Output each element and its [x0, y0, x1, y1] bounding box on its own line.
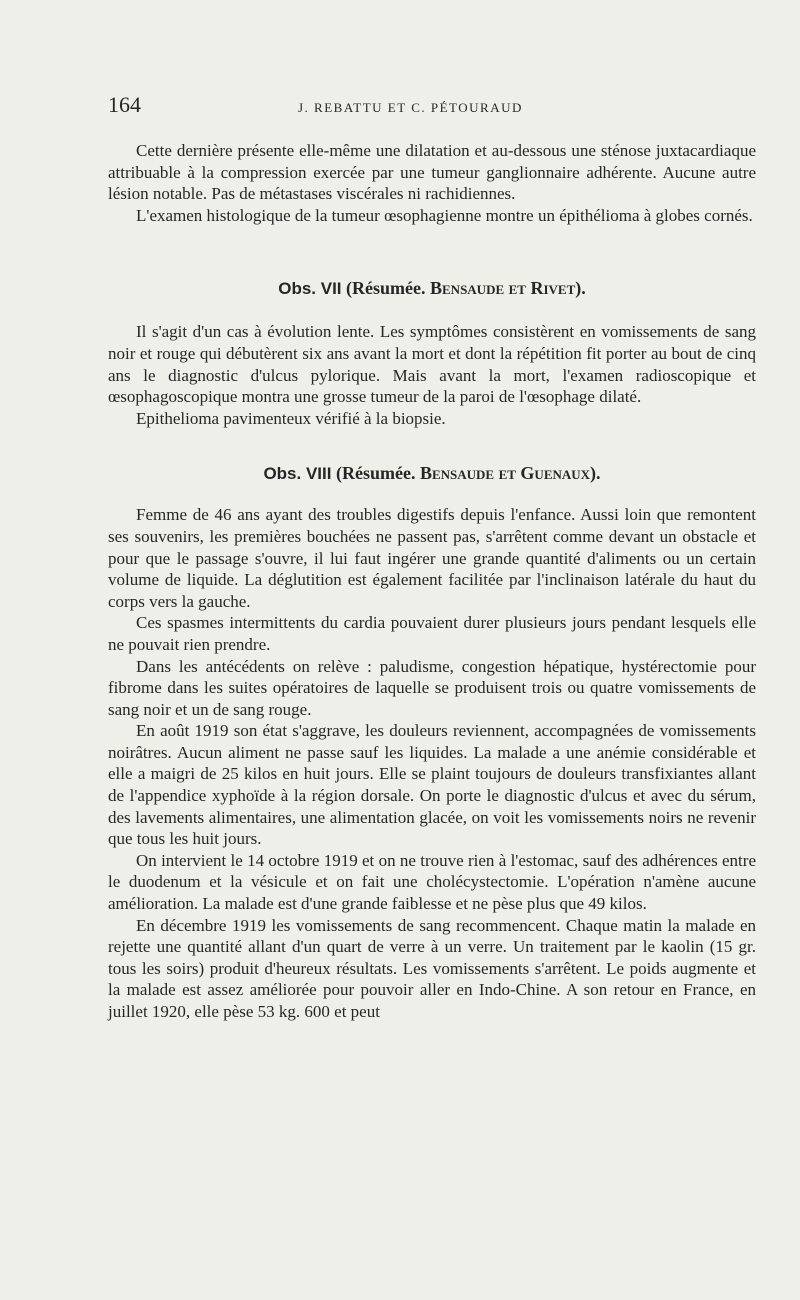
obs8-paragraph: On intervient le 14 octobre 1919 et on ne trouve rien à l'estomac, sauf des adhérences entre le duodenum et la vésicule et on fait une cholécystectomie. L'opération n'amène aucune amélioration. La malade est d'une grande faiblesse et ne pèse plus que 49 kilos. [108, 850, 756, 914]
obs7-paragraph: Il s'agit d'un cas à évolution lente. Les symptômes consistèrent en vomissements de sang noir et rouge qui débutèrent six ans avant la mort et dont la répétition fit porter au bout de cinq ans le diagnostic d'ulcus pylorique. Mais avant la mort, l'examen radioscopique et œsophagoscopique montra une grosse tumeur de la paroi de l'œsophage dilaté. [108, 322, 756, 407]
obs8-paragraph: Femme de 46 ans ayant des troubles digestifs depuis l'enfance. Aussi loin que remontent ses souvenirs, les premières bouchées ne passent pas, s'arrêtent comme devant un obstacle et pour que le passage s'ouvre, il lui faut ingérer une grande quantité d'aliments ou un certain volume de liquide. La déglutition est également facilitée par l'inclinaison latérale du haut du corps vers la gauche. [108, 505, 756, 611]
obs8-paragraph: En décembre 1919 les vomissements de sang recommencent. Chaque matin la malade en rejette une quantité allant d'un quart de verre à un verre. Un traitement par le kaolin (15 gr. tous les soirs) produit d'heureux résultats. Les vomissements s'arrêtent. Le poids augmente et la malade est assez améliorée pour pouvoir aller en Indo-Chine. A son retour en France, en juillet 1920, elle pèse 53 kg. 600 et peut [108, 915, 756, 1021]
intro-paragraph: Cette dernière présente elle-même une dilatation et au-dessous une sténose juxtacardiaque attribuable à la compression exercée par une tumeur ganglionnaire adhérente. Aucune autre lésion notable. Pas de métastases viscérales ni rachidiennes. [108, 141, 756, 204]
page-header [108, 92, 756, 126]
obs8-paragraph: Dans les antécédents on relève : paludisme, congestion hépatique, hystérectomie pour fibrome dans les suites opératoires de laquelle se produisent trois ou quatre vomissements de sang noir et un de sang rouge. [108, 656, 756, 719]
observation-label: Obs. VII [278, 279, 342, 299]
observation-label: Obs. VIII [263, 464, 332, 484]
intro-paragraph: L'examen histologique de la tumeur œsophagienne montre un épithélioma à globes cornés. [136, 205, 753, 225]
observation-authors: Bensaude et Guenaux [419, 463, 591, 484]
obs8-paragraph: En août 1919 son état s'aggrave, les douleurs reviennent, accompagnées de vomissements noirâtres. Aucun aliment ne passe sauf les liquides. La malade a une anémie considérable et elle a maigri de 25 kilos en huit jours. Elle se plaint toujours de douleurs transfixiantes allant de l'appendice xyphoïde à la région dorsale. On porte le diagnostic d'ulcus et avec du sérum, des lavements alimentaires, une alimentation glacée, on voit les vomissements noirs ne revenir que tous les huit jours. [108, 721, 756, 849]
observation-heading [108, 463, 756, 484]
observation-authors: Bensaude et Rivet [430, 278, 576, 299]
observation-open: (Résumée. [335, 463, 420, 484]
observation-heading [108, 278, 756, 299]
observation-close: ). [575, 278, 586, 299]
obs8-paragraph: Ces spasmes intermittents du cardia pouvaient durer plusieurs jours pendant lesquels elle ne pouvait rien prendre. [108, 613, 756, 654]
observation-open: (Résumée. [346, 278, 430, 299]
obs7-paragraph: Epithelioma pavimenteux vérifié à la biopsie. [136, 408, 446, 428]
page-number: 164 [108, 92, 141, 117]
observation-close: ). [590, 463, 601, 484]
running-head: J. REBATTU ET C. PÉTOURAUD [298, 100, 523, 115]
